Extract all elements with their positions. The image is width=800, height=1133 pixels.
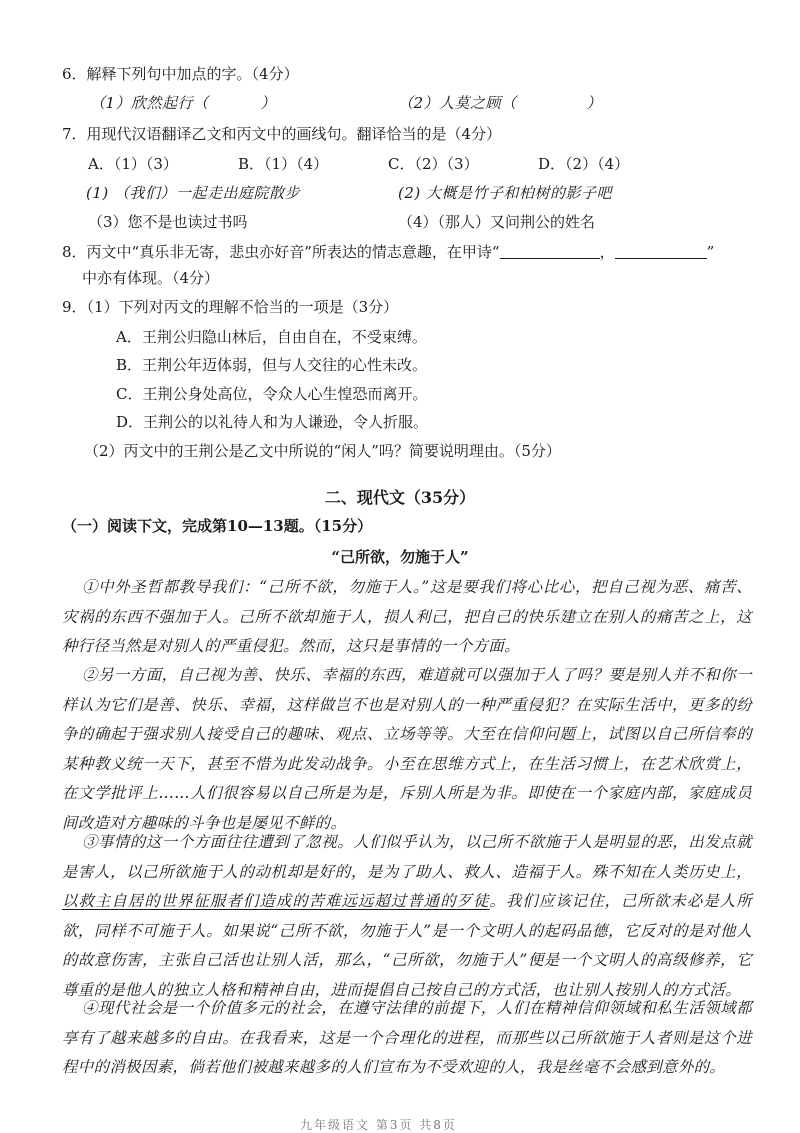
q8-quote-close: ” [706, 243, 715, 261]
q7-stem: 7．用现代汉语翻译乙文和丙文中的画线句。翻译恰当的是（4分） [62, 125, 502, 143]
q8-comma: ， [599, 243, 615, 261]
q6-item2 [398, 93, 602, 113]
paragraph-2: ②另一方面，自己视为善、快乐、幸福的东西，难道就可以强加于人了吗？要是别人并不和你一样认为它们是善、快乐、幸福，这样做岂不也是对别人的一种严重侵犯？在实际生活中，更多的纷争的确起于强求别人接受自己的趣味、观点、立场等等。大至在信仰问题上，试图以自己所信奉的某种教义统一天下，甚至不惜为此发动战争。小至在思维方式上，在生活习惯上，在艺术欣赏上，在文学批评上……人们很容易以自己所是为是，斥别人所是为非。即使在一个家庭内部，家庭成员间改造对方趣味的斗争也是屡见不鲜的。 [62, 666, 752, 832]
q9-part2: （2）丙文中的王荆公是乙文中所说的“闲人”吗？简要说明理由。（5分） [84, 442, 561, 460]
underlined-sentence: 以救主自居的世界征服者们造成的苦难远远超过普通的歹徒 [62, 892, 490, 910]
q9-option-b: B．王荆公年迈体弱，但与人交往的心性未改。 [116, 356, 428, 374]
reading-instruction: （一）阅读下文，完成第10—13题。（15分） [62, 517, 373, 535]
paragraph-3 [62, 828, 752, 1005]
q9-option-a: A．王荆公归隐山林后，自由自在，不受束缚。 [116, 328, 427, 346]
q7-option-d: D．（2）（4） [538, 155, 630, 173]
q7-option-b: B．（1）（4） [238, 155, 329, 173]
q8-line1 [62, 242, 714, 262]
q8-line2: 中亦有体现。（4分） [82, 269, 220, 287]
article-title: “己所欲，勿施于人” [331, 548, 469, 566]
q6-item1-text: （1）欣然起行（ [90, 94, 209, 112]
q9-option-d: D．王荆公的以礼待人和为人谦逊，令人折服。 [116, 413, 429, 431]
q6-item2-text: （2）人莫之顾（ [398, 94, 517, 112]
paragraph-4: ④现代社会是一个价值多元的社会，在遵守法律的前提下，人们在精神信仰领域和私生活领域都享有了越来越多的自由。在我看来，这是一个合理化的进程，而那些以己所欲施于人者则是这个进程中的消极因素，倘若他们被越来越多的人们宣布为不受欢迎的人，我是丝毫不会感到意外的。 [62, 999, 752, 1076]
paragraph-3-part-b: 。我们应该记住，己所欲未必是人所欲，同样不可施于人。如果说“己所不欲，勿施于人”是一个文明人的起码品德，它反对的是对他人的故意伤害，主张自己活也让别人活，那么，“己所欲，勿施于人”便是一个文明人的高级修养，它尊重的是他人的独立人格和精神自由，进而提倡自己按自己的方式活，也让别人按别人的方式活。 [62, 892, 752, 999]
q7-translation-1: (1) （我们）一起走出庭院散步 [86, 184, 301, 202]
q9-option-c: C．王荆公身处高位，令众人心生惶恐而离开。 [116, 385, 428, 403]
q8-blank-2[interactable] [615, 243, 707, 259]
section-heading: 二、现代文（35分） [324, 488, 476, 507]
q7-translation-4: （4）（那人）又问荆公的姓名 [398, 213, 596, 231]
q9-stem: 9．（1）下列对丙文的理解不恰当的一项是（3分） [62, 298, 399, 316]
q6-stem: 6．解释下列句中加点的字。（4分） [62, 65, 299, 83]
q7-translation-2: (2) 大概是竹子和柏树的影子吧 [398, 184, 613, 202]
q7-translation-3: （3）您不是也读过书吗 [88, 213, 248, 231]
q8-blank-1[interactable] [500, 243, 600, 259]
q7-option-c: C．（2）（3） [388, 155, 479, 173]
q6-item2-close: ） [586, 94, 603, 112]
q6-item1-close: ） [260, 94, 277, 112]
page-footer: 九年级语文 第3页 共8页 [300, 1118, 457, 1132]
q6-item1 [90, 93, 276, 113]
q7-option-a: A．（1）（3） [88, 155, 178, 173]
paragraph-3-part-a: ③事情的这一个方面往往遭到了忽视。人们似乎认为，以己所不欲施于人是明显的恶，出发点就是害人，以己所欲施于人的动机却是好的，是为了助人、救人、造福于人。殊不知在人类历史上， [62, 833, 752, 881]
q8-prompt: 8．丙文中“真乐非无寄，悲虫亦好音”所表达的情志意趣，在甲诗“ [62, 243, 500, 261]
paragraph-1: ①中外圣哲都教导我们：“己所不欲，勿施于人。”这是要我们将心比心，把自己视为恶、痛苦、灾祸的东西不强加于人。己所不欲却施于人，损人利己，把自己的快乐建立在别人的痛苦之上，这种行径当然是对别人的严重侵犯。然而，这只是事情的一个方面。 [62, 578, 752, 655]
